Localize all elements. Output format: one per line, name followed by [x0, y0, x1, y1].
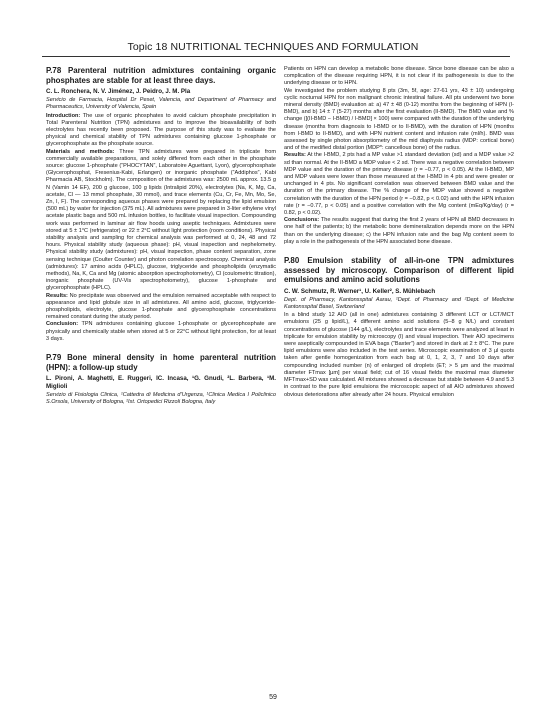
- p80-body: In a blind study 12 AIO (all in one) admixtures containing 3 different LCT or LCT/MCT emulsions (25 g lipid/L), 4 different amino acid solutions (5–8 g N/L) and constant concentrations of glucose (144 g/L), electrolytes and trace elements were analyzed at least in triplicate for emulsion stability by microscopy (I) and visual inspection. Their AIO specimens were aseptically compounded in EVA bags (“Baxter”) and stored in dark at 2 ± 8°C. The pure lipid emulsions were also included in the test series. Microscopic examination of 3 µl quots taken after gentle homogenization from each bag at 0, 1, 2, 3, 7 and 10 days after compounding included number (n) of enlarged oil droplets (ET; > 5 µm and the maximal diameter FTmax [µm] per visual field; cut of 16 visual fields the maximal max diameter MFTmax+SD was calculated. All mixtures showed a decrease but stable between 4.9 and 5.3 in contrast to the pure lipid emulsions the microscopic aspect of all AIO admixtures showed obvious deteriorations after already after 24 hours. Physical emulsion: [284, 312, 514, 398]
- p79-results: [284, 152, 514, 217]
- p78-introduction: [46, 113, 276, 149]
- p80-affiliation: Dept. of Pharmacy, Kantonsspital Aarau, ¹Dept. of Pharmacy and ²Dept. of Medicine Kantonsspital Basel, Switzerland: [284, 296, 514, 311]
- p78-conclusion: [46, 321, 276, 343]
- page-header: Topic 18 NUTRITIONAL TECHNIQUES AND FORMULATION: [127, 41, 419, 53]
- p79-conclusions: [284, 217, 514, 246]
- abstract-p80: [284, 256, 514, 399]
- abstract-p79: [46, 353, 276, 407]
- p78-methods-label: Materials and methods:: [46, 148, 115, 155]
- p78-conclusion-text: TPN admixtures containing glucose 1-phosphate or glycerophosphate are physically and chemically stable when stored at 5 or 22°C without light protection, for at least 3 days.: [46, 321, 276, 342]
- p79-results-label: Results:: [284, 152, 306, 159]
- p78-conclusion-label: Conclusion:: [46, 321, 79, 328]
- p79-authors: L. Pironi, A. Maghetti, E. Ruggeri, IC. Incasa, ¹G. Gnudi, ²L. Barbera, ¹M. Miglioli: [46, 375, 276, 391]
- p78-affiliation: Servicio de Farmacia, Hospital Dr Peset, Valencia, and Department of Pharmacy and Pharmaceutics, University of Valencia, Spain: [46, 97, 276, 111]
- p78-methods-text: Three TPN admixtures were prepared in triplicate from commercially available preparations, and solely differed from each other in the phosphate source: glucose 1-phosphate (“PHOCYTAN”, Laboratoire Aguettant, Lyon), glycerophosphate (Glycerophosphat, Fresenius-Kabi, Erlangen) or inorganic phosphate (“Addiphos”, Kabi Pharmacia AB, Stockholm). The composition of the admixtures was: 2500 mL approx. 13.5 g N (Vamin 14 EF), 200 g glucose, 100 g lipids (Intralipid 20%), electrolytes (Na, K, Mg, Ca, acetate, Cl — 13 mmol phosphate, 30 mmol), and trace elements (Cu, Cr, Fe, Mn, Mo, Se, Zn, I, F). The corresponding aqueous phases were prepared by replacing the lipid emulsion (500 mL) by water for injection (375 mL). All admixtures were prepared in 3-liter ethylene vinyl acetate plastic bags and 500 mL infusion bottles, to facilitate visual inspection. Compounding work was performed in laminar air flow hoods using aseptic techniques. Admixtures were stored at 5 ± 1°C (refrigerator) or 22 ± 2°C without light protection (room conditions). Physical stability analysis and sampling for chemical analysis was performed at 0, 24, 48 and 72 hours. Physical stability study (aqueous phase): pH, visual inspection and nephelometry. Physical stability study (admixtures): pH, visual inspection, phase content separation, zone sensing technique (Coulter Counter) and photon correlation spectroscopy. Chemical analysis (admixtures): 17 amino acids (HPLC), glucose, triglyceride and phospholipids (enzymatic methods), Na, K, Ca and Mg (atomic absorption spectrophotometry), Cl (coulometric titration), inorganic phosphate (UV-Vis spectrophotometry), glucose 1-phosphate and glycerophosphate (HPLC).: [46, 148, 276, 292]
- p79-body-2: We investigated the problem studying 8 pts (3m, 5f, age: 27-61 yrs, 43 ± 10) undergoing cyclic nocturnal HPN for non malignant chronic intestinal failure. All pts underwent two bone mineral density (BMD) evaluation at: a) 47 ± 48 (0-12) months from the beginning of HPN (I-BMD), and b) 14 ± 7 (5-27) months after the first evaluation (II-BMD). The BMD value and % change ([(II-BMD − I-BMD) / I-BMD] × 100) were compared with the duration of the underlying disease (months from diagnosis to I-BMD or to II-BMD), with the duration of HPN (months from I-BMD to II-BMD), and with HPN nutrient content and infusion rate (ml/h). BMD was assessed by single photon absorptiometry of the mid diaphysis radius (MDP: cortical bone) and of the medified distal portion (MDP*: cancellous bone) of the radius.: [284, 87, 514, 152]
- p79-results-text: At the I-BMD, 2 pts had a MP value >1 standard deviation (sd) and a MDP value >2 sd than normal. At the II-BMD a MDP value < 2 sd. There was a negative correlation between MDP value and the duration of the primary disease (r = −0.77, p < 0.05). At the II-BMD, MP and MDP values were lower than those measured at the I-BMD in 4 pts and were greater or unchanged in 4 pts. No significant correlation was observed between BMD value and the duration of the primary disease. The % change of the MDP value showed a negative correlation with the duration of the HPN period (r = −0.82, p < 0.02) and with the HPN infusion rate (r = −0.77, p < 0.05) and a positive correlation with the Mg content (mEq/Kg/day) (r = 0.82, p < 0.02).: [284, 152, 514, 217]
- right-column: [284, 66, 514, 399]
- p78-results: [46, 293, 276, 322]
- p78-title: P.78 Parenteral nutrition admixtures containing organic phosphates are stable for at least three days.: [46, 66, 276, 85]
- p78-results-label: Results:: [46, 292, 68, 299]
- p78-intro-label: Introduction:: [46, 112, 81, 119]
- p78-methods: [46, 149, 276, 293]
- p79-title: P.79 Bone mineral density in home parenteral nutrition (HPN): a follow-up study: [46, 353, 276, 372]
- p79-body: Patients on HPN can develop a metabolic bone disease. Since bone disease can be also a complication of the disease requiring HPN, it is not clear if its pathogenesis is due to the underlying disease or to HPN.: [284, 66, 514, 87]
- p78-intro-text: The use of organic phosphates to avoid calcium phosphate precipitation in Total Parenteral Nutrition (TPN) admixtures and to improve the bioavailability of both electrolytes has recently been proposed. The purpose of this study was to evaluate the physical and chemical stability of TPN admixtures containing glucose 1-phosphate or glycerophosphate as the phosphate source.: [46, 112, 276, 148]
- p79-affiliation: Servizio di Fisiologia Clinica, ¹Cattedra di Medicina d’Urgenza, ¹Clinica Medica I Policlinico S.Orsola, University of Bologna, ²Ist. Ortopedici Rizzoli Bologna, Italy: [46, 392, 276, 406]
- page-number: 59: [269, 694, 277, 701]
- p78-authors: C. L. Ronchera, N. V. Jiménez, J. Peidro, J. M. Pla: [46, 88, 191, 96]
- p80-authors: C. W. Schmutz, R. Werner¹, U. Keller², S. Mühlebach: [284, 287, 436, 295]
- header-rule: [42, 56, 510, 57]
- p80-title: P.80 Emulsion stability of all-in-one TPN admixtures assessed by microscopy. Comparison of different lipid emulsions and amino acid solutions: [284, 256, 514, 285]
- p78-results-text: No precipitate was observed and the emulsion remained acceptable with respect to appearance and lipid globule size in all admixtures. All amino acid, glucose, triglyceride-phospholipids, electrolyte, glucose 1-phosphate and glycerophosphate concentrations remained constant during the study period.: [46, 292, 276, 321]
- abstract-p78: [46, 66, 276, 343]
- p79-conclusions-label: Conclusions:: [284, 217, 320, 224]
- p79-conclusions-text: The results suggest that during the first 2 years of HPN all BMD decreases in one half of the patients; b) the metabolic bone demineralization depends more on the HPN than on the underlying disease; c) the HPN infusion rate and the bag Mg content seem to play a role in the pathogenesis of the HPN associated bone disease.: [284, 217, 514, 245]
- left-column: [46, 66, 276, 408]
